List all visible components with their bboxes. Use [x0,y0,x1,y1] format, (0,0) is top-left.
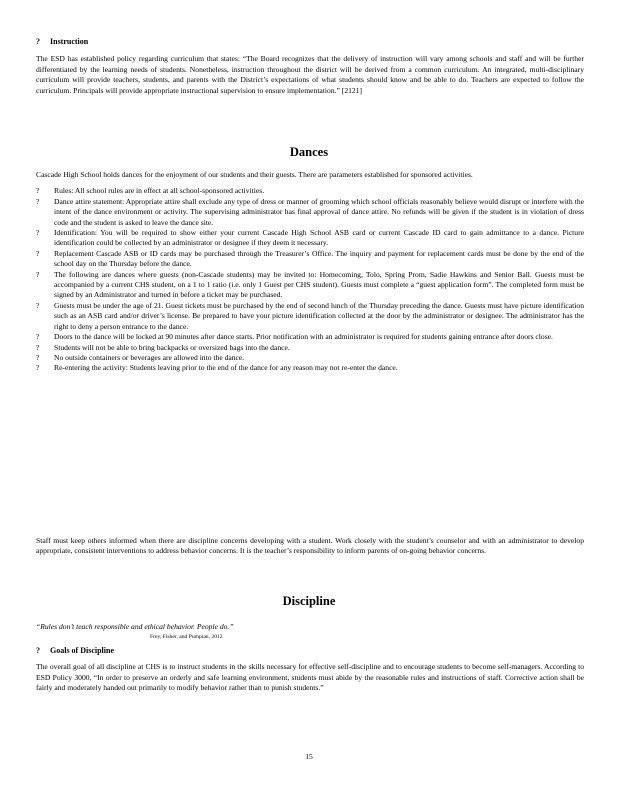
list-item-text: The following are dances where guests (non-Cascade students) may be invited to: Homecoming, Tolo, Spring Prom, Sadie Hawkins and Senior Ball. Guests must be accompanied by a current CHS student, on a 1 to 1 ratio (i.e. only 1 Guest per CHS student). Guests must complete a “guest application form”. The completed form must be signed by an Administrator and turned in before a ticket may be purchased. [54,269,584,300]
question-mark-icon: ? [36,269,40,279]
discipline-title: Discipline [282,594,336,608]
discipline-quote: “Rules don’t teach responsible and ethical behavior. People do.” [36,622,234,631]
list-item [36,197,584,228]
list-item-text: Students will not be able to bring backpacks or oversized bags into the dance. [54,342,290,352]
dances-intro: Cascade High School holds dances for the enjoyment of our students and their guests. There are parameters established for sponsored activities. [36,170,473,179]
instruction-paragraph: The ESD has established policy regarding curriculum that states: “The Board recognizes that the delivery of instruction will vary among schools and staff and will be further differentiated by the learning needs of students. Nonetheless, instruction throughout the district will be derived from a common curriculum. An integrated, multi-disciplinary curriculum will provide teachers, students, and parents with the District’s expectations of what students should know and be able to do. Teachers are expected to follow the curriculum. Principals will provide appropriate instructional supervision to ensure implementation.” [2121] [36,54,584,95]
list-item [36,270,584,301]
list-item-text: Identification: You will be required to show either your current Cascade High School ASB card or current Cascade ID card to gain admittance to a dance. Picture identification could be collected by an administrator or designee if they deem it necessary. [54,228,584,248]
instruction-heading: Instruction [50,37,89,46]
list-item [36,343,584,353]
dances-section [36,170,584,374]
list-item-text: Re-entering the activity: Students leaving prior to the end of the dance for any reason may not re-enter the dance. [54,363,398,373]
question-mark-icon: ? [36,196,40,206]
question-mark-icon: ? [36,248,40,258]
goals-heading-row [36,646,584,656]
list-item [36,353,584,363]
question-mark-icon: ? [36,228,40,238]
list-item-text: Rules: All school rules are in effect at all school-sponsored activities. [54,186,265,196]
goals-paragraph: The overall goal of all discipline at CHS is to instruct students in the skills necessary for effective self-discipline and to encourage students to become self-managers. According to ESD Policy 3000, “In order to preserve an orderly and safe learning environment, students must abide by the reasonable rules and instructions of staff. Corrective action shall be fairly and moderately handed out primarily to modify behavior rather than to punish students.” [36,662,584,693]
question-mark-icon: ? [36,37,40,46]
instruction-heading-row [36,37,584,47]
instruction-section [36,37,584,96]
goals-heading: Goals of Discipline [50,646,115,655]
quote-citation: Frey, Fisher, and Pumpian, 2012 [150,634,223,640]
question-mark-icon: ? [36,352,40,362]
list-item-text: Guests must be under the age of 21. Guest tickets must be purchased by the end of second lunch of the Thursday preceding the dance. Guests must have picture identification such as an ASB card and/or driver’s license. Be prepared to have your picture identification collected at the door by the administrator or designee. The administrator has the right to deny a person entrance to the dance. [54,300,584,331]
dances-closing-paragraph: Staff must keep others informed when there are discipline concerns developing with a student. Work closely with the student’s counselor and with an administrator to develop appropriate, consistent interventions to address behavior concerns. It is the teacher’s responsibility to inform parents of on-going behavior concerns. [36,536,584,556]
question-mark-icon: ? [36,363,40,373]
list-item [36,363,584,373]
list-item-text: No outside containers or beverages are allowed into the dance. [54,352,245,362]
question-mark-icon: ? [36,342,40,352]
dances-rules-list [36,186,584,373]
list-item [36,186,584,196]
question-mark-icon: ? [36,186,40,196]
list-item [36,228,584,249]
list-item-text: Dance attire statement: Appropriate attire shall exclude any type of dress or manner of grooming which school officials reasonably believe would disrupt or interfere with the intent of the dance environment or activity. The supervising administrator has final approval of dance attire. No refunds will be given if the student is in violation of dress code and the student is asked to leave the dance site. [54,196,584,227]
dances-title: Dances [289,145,329,159]
list-item-text: Replacement Cascade ASB or ID cards may be purchased through the Treasurer’s Office. The inquiry and payment for replacement cards must be done by the end of the school day on the Thursday before the dance. [54,248,584,269]
list-item [36,301,584,332]
page-number: 15 [305,752,313,761]
list-item [36,332,584,342]
question-mark-icon: ? [36,300,40,310]
question-mark-icon: ? [36,332,40,342]
list-item-text: Doors to the dance will be locked at 90 minutes after dance starts. Prior notification with an administrator is required for students gaining entrance after doors close. [54,332,553,342]
goals-section [36,646,584,694]
question-mark-icon: ? [36,646,40,655]
list-item [36,249,584,270]
